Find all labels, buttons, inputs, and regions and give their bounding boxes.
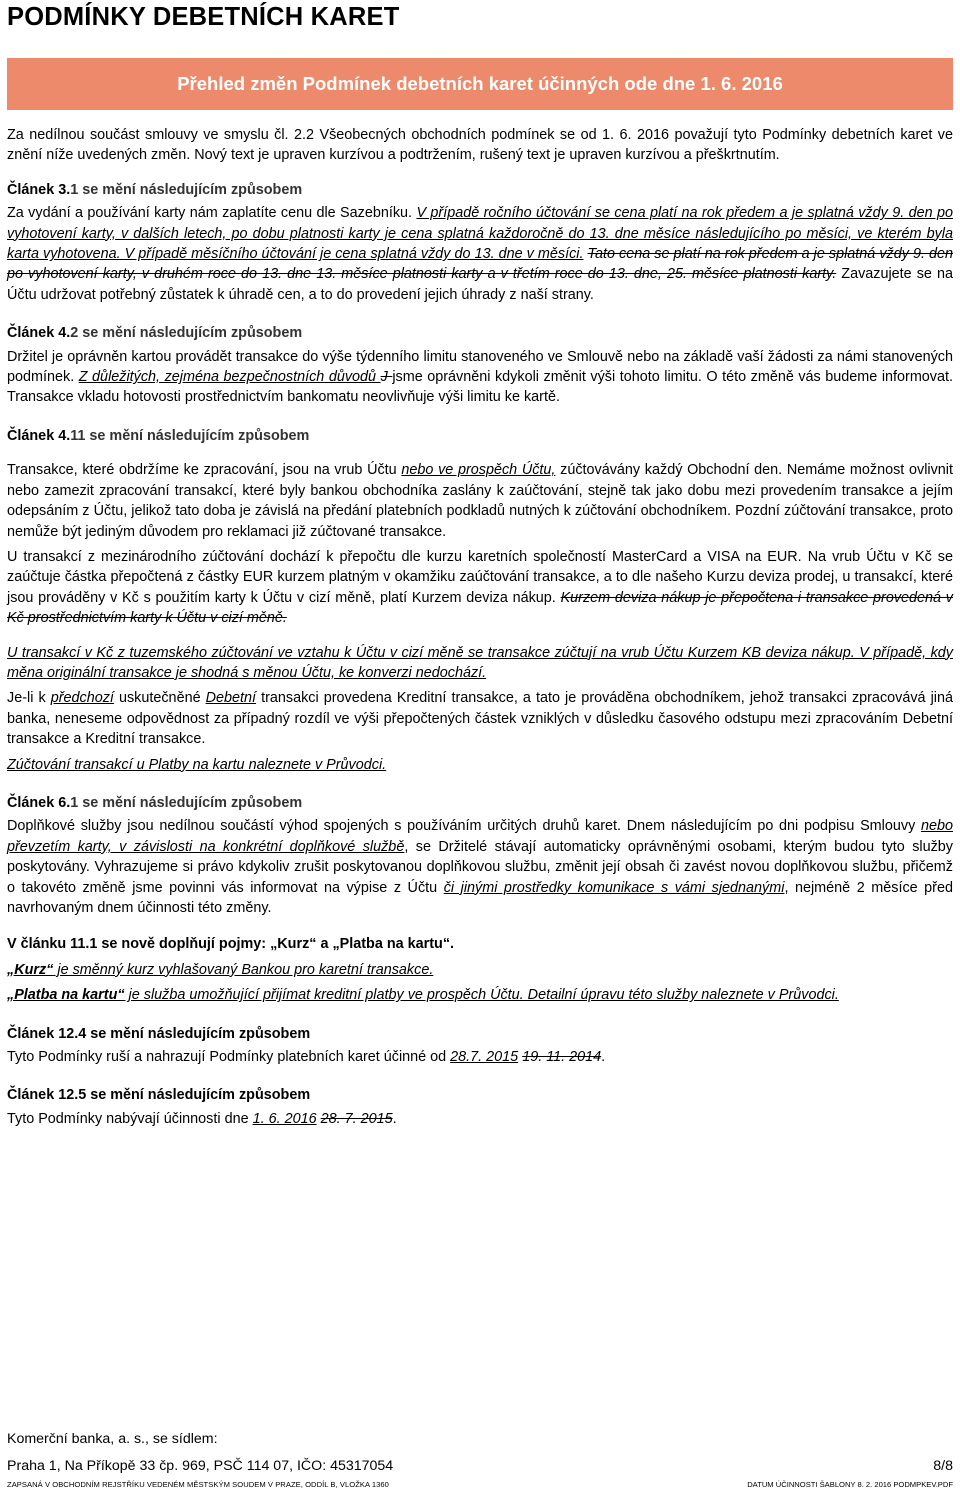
article-12-5-heading: Článek 12.5 se mění následujícím způsobem xyxy=(7,1087,311,1104)
page-number: 8/8 xyxy=(933,1458,953,1474)
article-4-11-paragraph-1: Transakce, které obdržíme ke zpracování, jsou na vrub Účtu nebo ve prospěch Účtu, zúčtovávány každý Obchodní den. Nemáme možnost ovlivnit nebo zamezit zpracování transakcí, které byly bankou obchodníka zaslány k zaúčtování, stejně tak jako dobu mezi provedením transakce a jejím odepsáním z Účtu, jelikož tato doba je závislá na předání platebních podkladů nutných k zúčtování obchodníkem. Pozdní zúčtování transakce, proto nemůže být jediným důvodem pro reklamaci již zúčtované transakce. xyxy=(7,462,953,540)
deleted-date: 28. 7. 2015 xyxy=(320,1110,393,1127)
document-body xyxy=(7,125,953,1129)
article-3-1-heading: Článek 3.1 se mění následujícím způsobem xyxy=(7,181,303,198)
definition-platba-na-kartu: „Platba na kartu“ je služba umožňující přijímat kreditní platby ve prospěch Účtu. Detailní úpravu této služby naleznete v Průvodci. xyxy=(7,987,839,1004)
article-4-11-paragraph-2: U transakcí z mezinárodního zúčtování dochází k přepočtu dle kurzu karetních společností MasterCard a VISA na EUR. Na vrub Účtu v Kč se zaúčtuje částka přepočtená z částky EUR kurzem platným v okamžiku zaúčtování transakce, a to dle našeho Kurzu deviza prodej, u transakcí, které jsou prováděny v Kč s použitím karty k Účtu v cizí měně, platí Kurzem deviza nákup. Kurzem deviza nákup je přepočtena i transakce provedená v Kč prostřednictvím karty k Účtu v cizí měně. xyxy=(7,548,953,627)
article-11-1-heading: V článku 11.1 se nově doplňují pojmy: „Kurz“ a „Platba na kartu“. xyxy=(7,936,455,953)
footer-company: Komerční banka, a. s., se sídlem: xyxy=(7,1431,218,1447)
article-4-11-paragraph-5 xyxy=(7,755,953,775)
new-text: V případě ročního účtování se cena platí na rok předem a je splatná vždy 9. den po vyhotovení karty, v dalších letech, po dobu platnosti karty je cena splatná každoročně do 13. dne měsíce následujícího po měsíci, ve kterém byla karta vyhotovena. V případě měsíčního účtování je cena splatná vždy do 13. dne v měsíci. xyxy=(7,205,953,263)
deleted-text: J xyxy=(380,369,393,386)
footer-template-date: DATUM ÚČINNOSTI ŠABLONY 8. 2. 2016 PODMPKEV.PDF xyxy=(747,1480,953,1489)
article-4-2-text: Držitel je oprávněn kartou provádět transakce do výše týdenního limitu stanoveného ve Smlouvě nebo na základě vaší žádosti za námi stanovených podmínek. Z důležitých, zejména bezpečnostních důvodů J jsme oprávněni kdykoli změnit výši tohoto limitu. O této změně vás budeme informovat. Transakce vkladu hotovosti prostřednictvím bankomatu neovlivňuje výši limitu ke kartě. xyxy=(7,348,954,406)
new-text: či jinými prostředky komunikace s vámi sjednanými xyxy=(443,879,785,896)
term-platba-na-kartu: „Platba na kartu“ xyxy=(7,987,125,1004)
new-text: U transakcí v Kč z tuzemského zúčtování ve vztahu k Účtu v cizí měně se transakce zúčtují na vrub Účtu Kurzem KB deviza nákup. V případě, kdy měna originální transakce je shodná s měnou Účtu, ke konverzi nedochází. xyxy=(7,644,953,681)
deleted-date: 19. 11. 2014 xyxy=(522,1049,602,1066)
definition-kurz: „Kurz“ je směnný kurz vyhlašovaný Bankou pro karetní transakce. xyxy=(7,961,434,978)
article-4-11-heading: Článek 4.11 se mění následujícím způsobem xyxy=(7,427,310,444)
new-text: Debetní xyxy=(205,690,257,707)
article-12-4-heading: Článek 12.4 se mění následujícím způsobem xyxy=(7,1025,311,1042)
document-title: PODMÍNKY DEBETNÍCH KARET xyxy=(7,3,400,31)
new-date: 28.7. 2015 xyxy=(450,1049,519,1066)
new-date: 1. 6. 2016 xyxy=(252,1110,317,1127)
article-4-11-paragraph-4: Je-li k předchozí uskutečněné Debetní transakci provedena Kreditní transakce, a tato je prováděna obchodníkem, jehož transakci zpracovává jiná banka, neneseme odpovědnost za případný rozdíl ve výši přepočtených částek vzniklých v důsledku časového odstupu mezi zpracováním Debetní transakce a Kreditní transakce. xyxy=(7,690,953,748)
article-3-1-text: Za vydání a používání karty nám zaplatíte cenu dle Sazebníku. V případě ročního účtování se cena platí na rok předem a je splatná vždy 9. den po vyhotovení karty, v dalších letech, po dobu platnosti karty je cena splatná každoročně do 13. dne měsíce následujícího po měsíci, ve kterém byla karta vyhotovena. V případě měsíčního účtování je cena splatná vždy do 13. dne v měsíci. Tato cena se platí na rok předem a je splatná vždy 9. den po vyhotovení karty, v druhém roce do 13. dne 13. měsíce platnosti karty a v třetím roce do 13. dne, 25. měsíce platnosti karty. Zavazujete se na Účtu udržovat potřebný zůstatek k úhradě cen, a to do provedení jejich úhrady z naší strany. xyxy=(7,205,954,303)
article-4-11-paragraph-3 xyxy=(7,643,953,684)
article-4-2-heading: Článek 4.2 se mění následujícím způsobem xyxy=(7,325,303,342)
deleted-text: Kurzem deviza nákup je přepočtena i transakce provedená v Kč prostřednictvím karty k Účtu v cizí měně. xyxy=(7,589,953,627)
footer-address: Praha 1, Na Příkopě 33 čp. 969, PSČ 114 07, IČO: 45317054 xyxy=(7,1458,394,1474)
changes-banner: Přehled změn Podmínek debetních karet účinných ode dne 1. 6. 2016 xyxy=(7,58,953,110)
new-text: nebo převzetím karty, v závislosti na konkrétní doplňkové službě xyxy=(7,818,953,855)
footer-registry-note: ZAPSANÁ V OBCHODNÍM REJSTŘÍKU VEDENÉM MĚSTSKÝM SOUDEM V PRAZE, ODDÍL B, VLOŽKA 1360 xyxy=(7,1480,389,1489)
new-text: předchozí xyxy=(50,690,114,707)
intro-paragraph: Za nedílnou součást smlouvy ve smyslu čl. 2.2 Všeobecných obchodních podmínek se od 1. 6. 2016 považují tyto Podmínky debetních karet ve znění níže uvedených změn. Nový text je upraven kurzívou a podtržením, rušený text je upraven kurzívou a přeškrtnutím. xyxy=(7,127,953,164)
article-6-1-heading: Článek 6.1 se mění následujícím způsobem xyxy=(7,794,303,811)
deleted-text: Tato cena se platí na rok předem a je splatná vždy 9. den po vyhotovení karty, v druhém roce do 13. dne 13. měsíce platnosti karty a v třetím roce do 13. dne, 25. měsíce platnosti karty. xyxy=(7,246,954,283)
article-12-5-text: Tyto Podmínky nabývají účinnosti dne 1. 6. 2016 28. 7. 2015. xyxy=(7,1110,397,1127)
article-12-4-text: Tyto Podmínky ruší a nahrazují Podmínky platebních karet účinné od 28.7. 2015 19. 11. 2014. xyxy=(7,1049,606,1066)
article-6-1-text: Doplňkové služby jsou nedílnou součástí výhod spojených s používáním určitých druhů karet. Dnem následujícím po dni podpisu Smlouvy nebo převzetím karty, v závislosti na konkrétní doplňkové službě, se Držitelé stávají automaticky oprávněnými osobami, kterým budou tyto služby poskytovány. Vyhrazujeme si právo kdykoliv zrušit poskytovanou doplňkovou službu, změnit její obsah či zavést novou doplňkovou službu, přičemž o takovéto změně jsme povinni vás informovat na výpise z Účtu či jinými prostředky komunikace s vámi sjednanými, nejméně 2 měsíce před navrhovaným dnem účinnosti této změny. xyxy=(7,818,953,916)
new-text: Z důležitých, zejména bezpečnostních důvodů xyxy=(78,369,381,386)
new-text: nebo ve prospěch Účtu, xyxy=(401,462,556,479)
term-kurz: „Kurz“ xyxy=(7,961,54,978)
new-text: Zúčtování transakcí u Platby na kartu naleznete v Průvodci. xyxy=(7,756,387,773)
